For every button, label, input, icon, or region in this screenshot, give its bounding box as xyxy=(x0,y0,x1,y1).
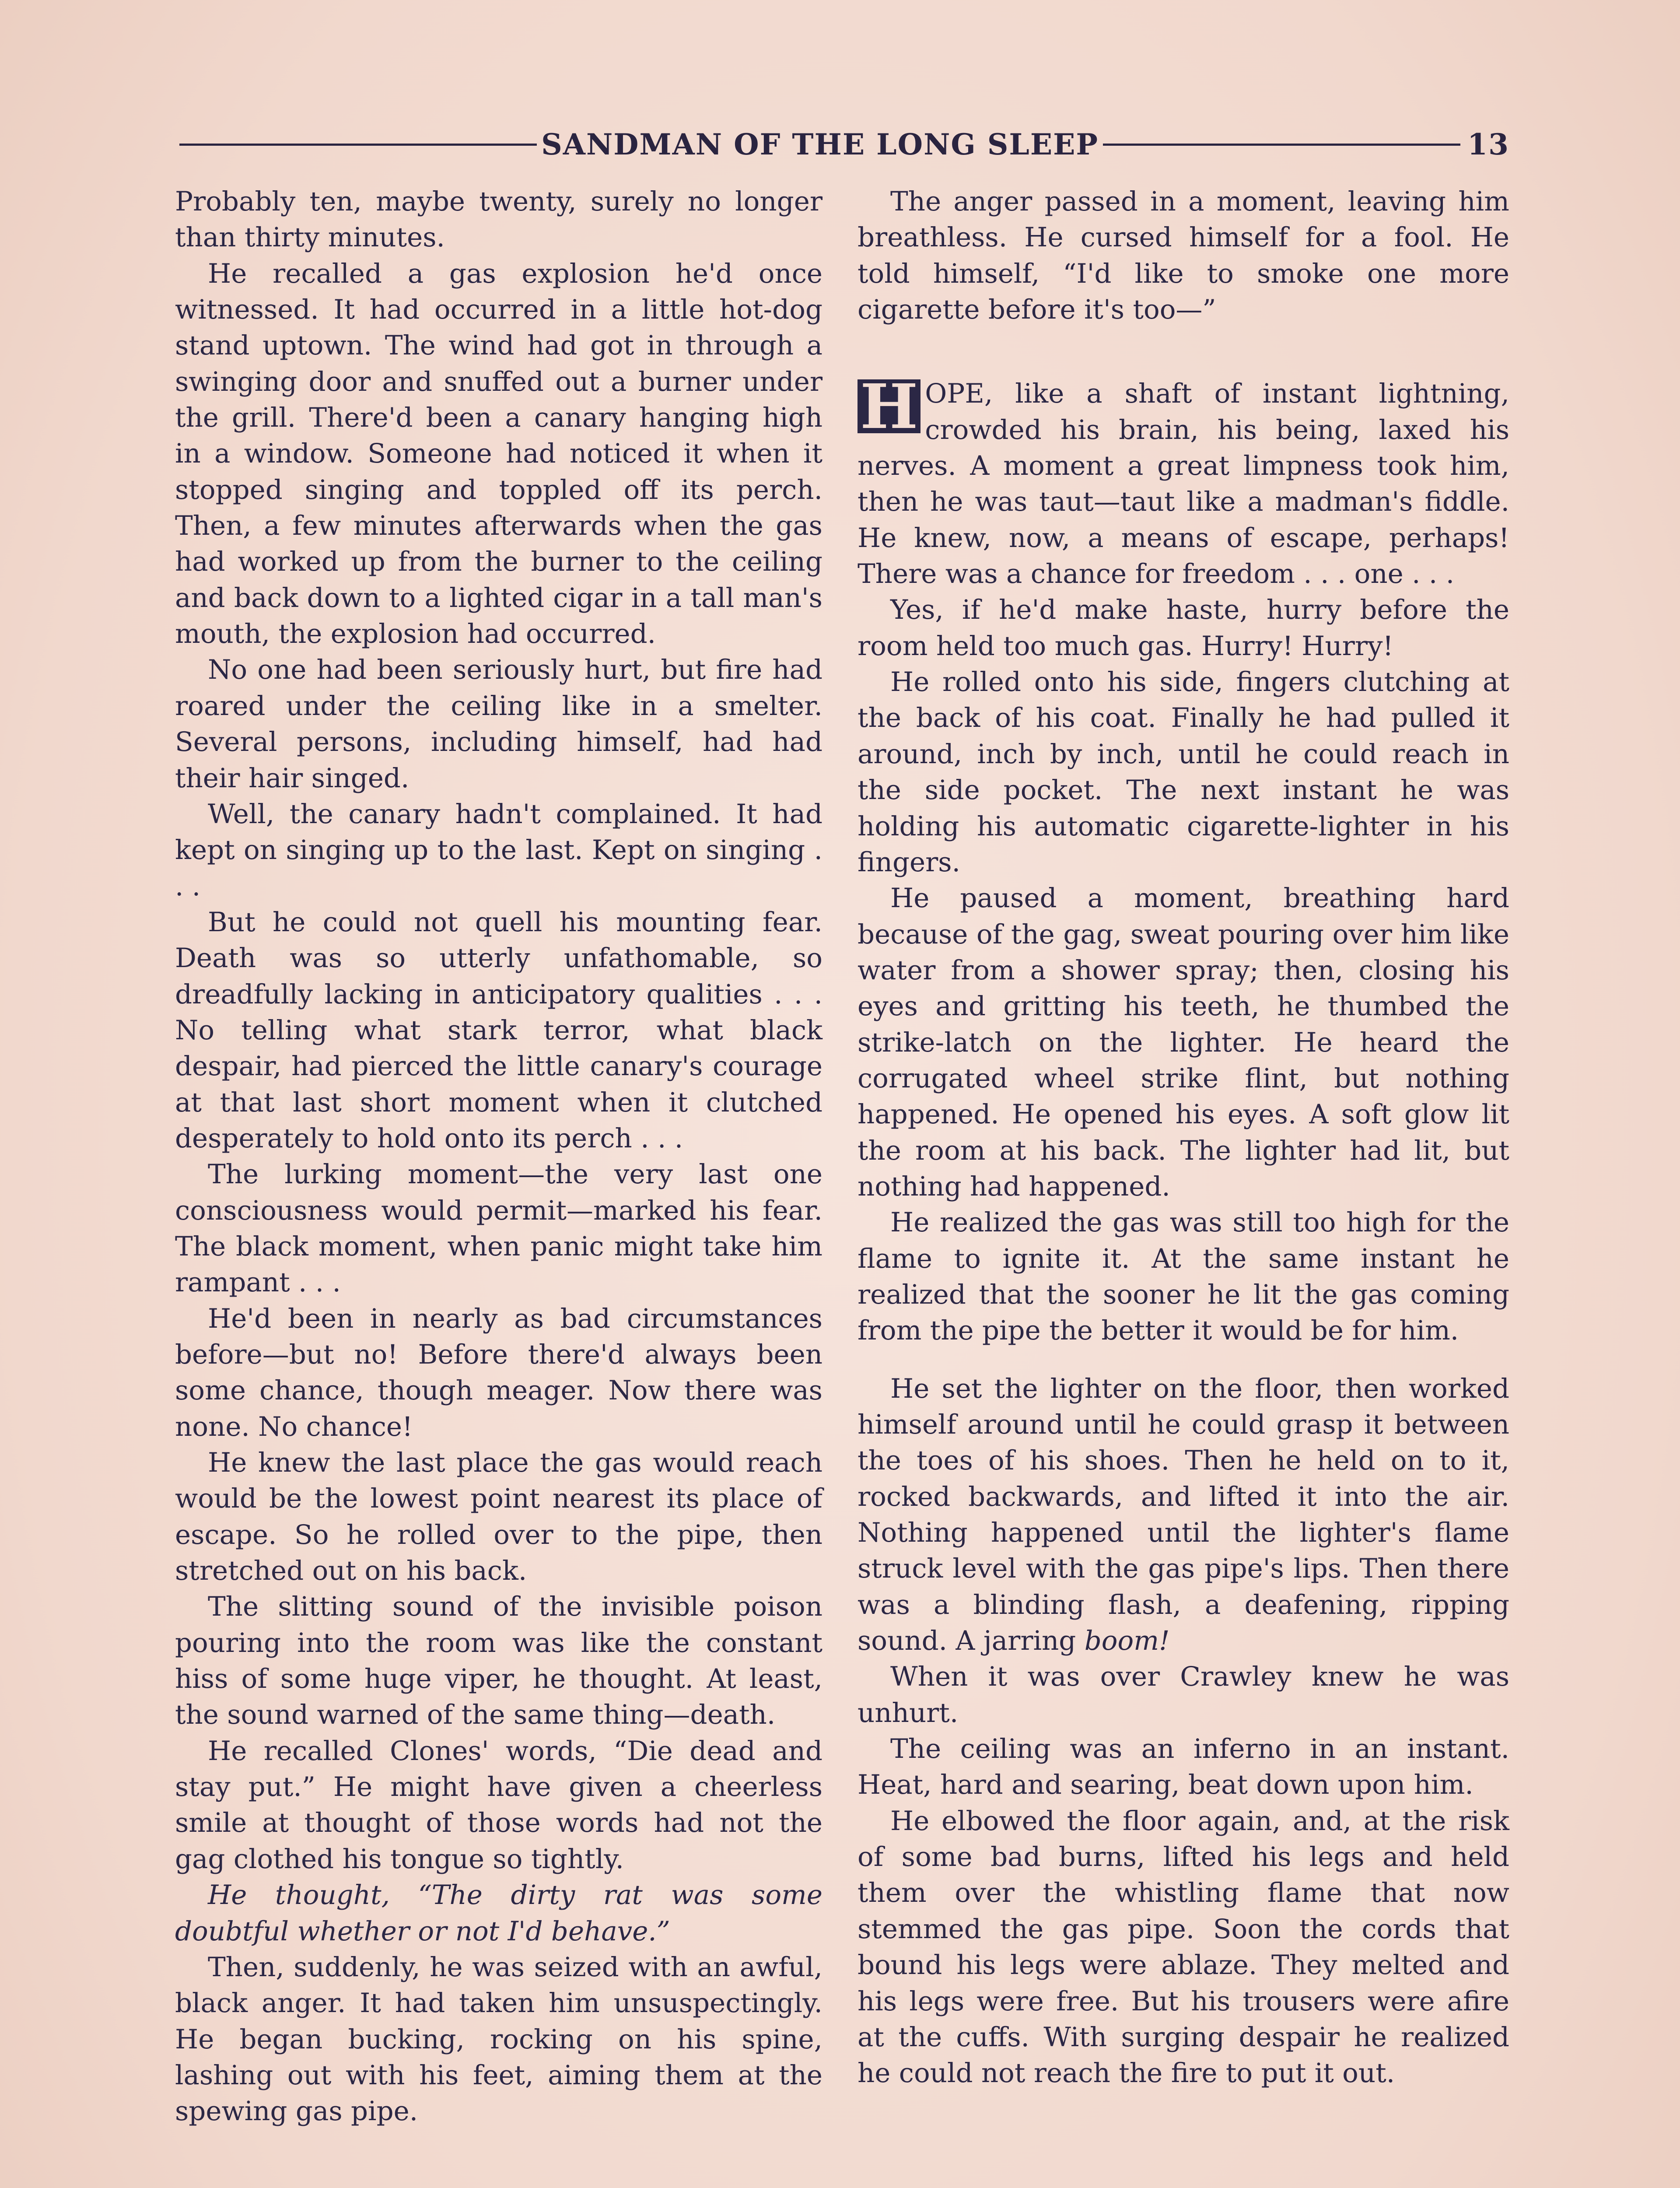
paragraph: He paused a moment, breathing hard because of the gag, sweat pouring over him like water from a shower spray; then, closing his eyes and gritting his teeth, he thumbed the strike-latch on the lighter. He heard the corrugated wheel strike flint, but nothing happened. He opened his eyes. A soft glow lit the room at his back. The lighter had lit, but nothing had happened. xyxy=(858,883,1509,1202)
paragraph: He recalled a gas explosion he'd once witnessed. It had occurred in a little hot-dog stand uptown. The wind had got in through a swinging door and snuffed out a burner under the grill. There'd been a canary hanging high in a window. Someone had noticed it when it stopped singing and toppled off its perch. Then, a few minutes afterwards when the gas had worked up from the burner to the ceiling and back down to a lighted cigar in a tall man's mouth, the explosion had occurred. xyxy=(175,258,822,650)
left-column xyxy=(175,184,822,2130)
emphasis-text: boom! xyxy=(1084,1625,1170,1657)
paragraph: He recalled Clones' words, “Die dead and stay put.” He might have given a cheerless smile at thought of those words had not the gag clothed his tongue so tightly. xyxy=(175,1735,822,1875)
paragraph: The slitting sound of the invisible poison pouring into the room was like the constant hiss of some huge viper, he thought. At least, the sound warned of the same thing—death. xyxy=(175,1591,822,1731)
paragraph: The lurking moment—the very last one consciousness would permit—marked his fear. The black moment, when panic might take him rampant . . . xyxy=(175,1159,822,1298)
paragraph: He realized the gas was still too high for the flame to ignite it. At the same instant he realized that the sooner he lit the gas coming from the pipe the better it would be for him. xyxy=(858,1207,1509,1346)
paragraph-italic: He thought, “The dirty rat was some doubtful whether or not I'd behave.” xyxy=(175,1879,822,1947)
drop-cap: H xyxy=(858,379,920,433)
right-column xyxy=(858,184,1509,2092)
paragraph: Yes, if he'd make haste, hurry before the room held too much gas. Hurry! Hurry! xyxy=(858,594,1509,662)
paragraph: He knew the last place the gas would reach would be the lowest point nearest its place of escape. So he rolled over to the pipe, then stretched out on his back. xyxy=(175,1447,822,1587)
header-rule-right xyxy=(1103,144,1460,146)
paragraph xyxy=(858,1371,1509,1659)
paragraph: Probably ten, maybe twenty, surely no longer than thirty minutes. xyxy=(175,186,822,253)
paragraph: When it was over Crawley knew he was unhurt. xyxy=(858,1661,1509,1729)
paragraph: The ceiling was an inferno in an instant. Heat, hard and searing, beat down upon him. xyxy=(858,1733,1509,1801)
running-header xyxy=(175,125,1509,164)
paragraph: But he could not quell his mounting fear. Death was so utterly unfathomable, so dreadfully lacking in anticipatory qualities . . . No telling what stark terror, what black despair, had pierced the little canary's courage at that last short moment when it clutched desperately to hold onto its perch . . . xyxy=(175,906,822,1154)
paragraph: Well, the canary hadn't complained. It had kept on singing up to the last. Kept on singing . . . xyxy=(175,798,822,902)
paragraph: Then, suddenly, he was seized with an awful, black anger. It had taken him unsuspectingly. He began bucking, rocking on his spine, lashing out with his feet, aiming them at the spewing gas pipe. xyxy=(175,1951,822,2127)
header-rule-left xyxy=(179,144,537,146)
page-number: 13 xyxy=(1467,127,1510,161)
paragraph: He'd been in nearly as bad circumstances before—but no! Before there'd always been some chance, though meager. Now there was none. No chance! xyxy=(175,1303,822,1442)
paragraph: No one had been seriously hurt, but fire had roared under the ceiling like in a smelter. Several persons, including himself, had had their hair singed. xyxy=(175,654,822,794)
paragraph-text: He set the lighter on the floor, then worked himself around until he could grasp it between the toes of his shoes. Then he held on to it, rocked backwards, and lifted it into the air. Nothing happened until the lighter's flame struck level with the gas pipe's lips. Then there was a blinding flash, a deafening, ripping sound. A jarring xyxy=(858,1373,1509,1657)
paragraph: He rolled onto his side, fingers clutching at the back of his coat. Finally he had pulled it around, inch by inch, until he could reach in the side pocket. The next instant he was holding his automatic cigarette-lighter in his fingers. xyxy=(858,666,1509,878)
paragraph: The anger passed in a moment, leaving him breathless. He cursed himself for a fool. He told himself, “I'd like to smoke one more cigarette before it's too—” xyxy=(858,186,1509,326)
paragraph: He elbowed the floor again, and, at the risk of some bad burns, lifted his legs and held them over the whistling flame that now stemmed the gas pipe. Soon the cords that bound his legs were ablaze. They melted and his legs were free. But his trousers were afire at the cuffs. With surging despair he realized he could not reach the fire to put it out. xyxy=(858,1805,1509,2089)
header-title: SANDMAN OF THE LONG SLEEP xyxy=(541,127,1099,161)
paragraph-text: OPE, like a shaft of instant lightning, crowded his brain, his being, laxed his nerves. A moment a great limpness took him, then he was taut—taut like a madman's fiddle. He knew, now, a means of escape, perhaps! There was a chance for freedom . . . one . . . xyxy=(858,378,1509,590)
section-opening-paragraph xyxy=(858,371,1509,592)
